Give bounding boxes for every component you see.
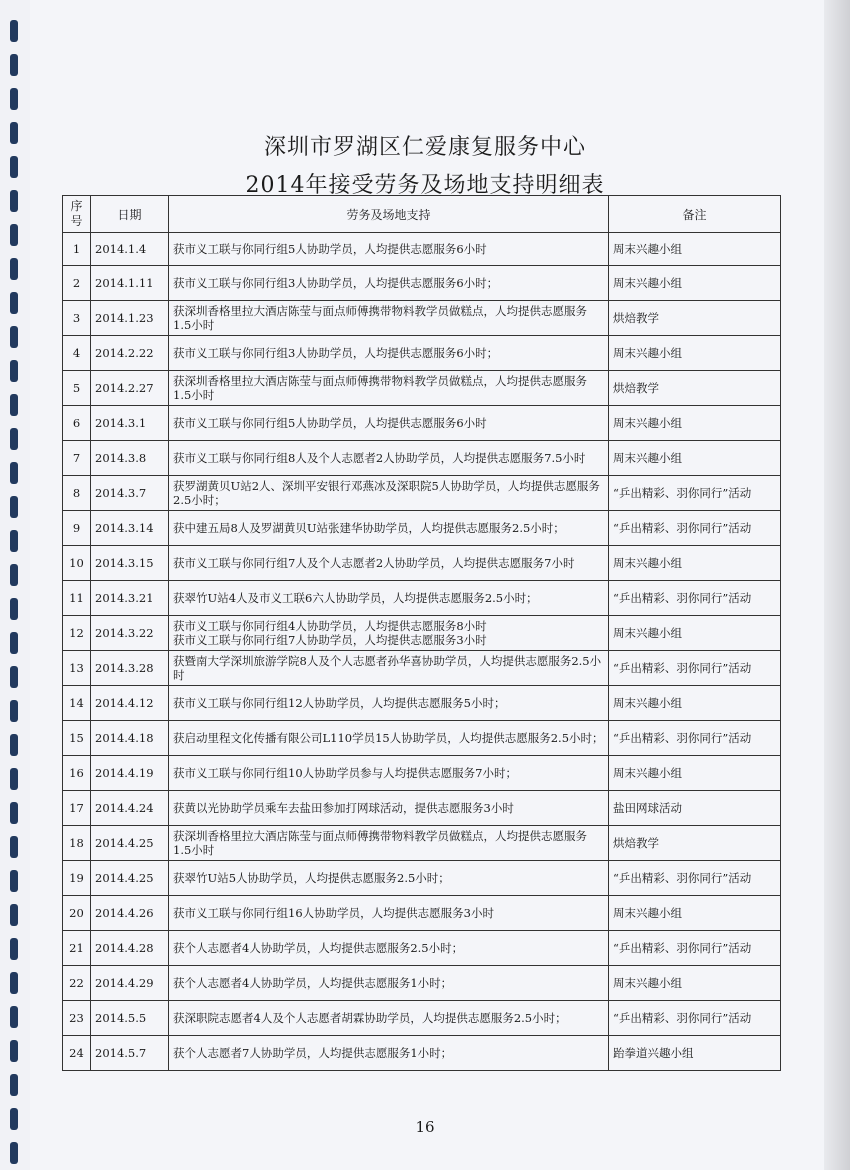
- binding-ring: [10, 360, 18, 382]
- table-row: [63, 861, 781, 896]
- table-row: [63, 651, 781, 686]
- binding-ring: [10, 394, 18, 416]
- header-content: 劳务及场地支持: [169, 196, 609, 233]
- table-row: [63, 266, 781, 301]
- header-note: 备注: [609, 196, 781, 233]
- binding-ring: [10, 1040, 18, 1062]
- binding-ring: [10, 1006, 18, 1028]
- row-note: 周末兴趣小组: [609, 896, 781, 931]
- binding-ring: [10, 904, 18, 926]
- document-title: 深圳市罗湖区仁爱康复服务中心: [263, 135, 586, 160]
- binding-ring: [10, 496, 18, 518]
- row-number: 5: [63, 371, 91, 406]
- table-row: [63, 616, 781, 651]
- row-date: 2014.4.25: [91, 861, 169, 896]
- header-no: 序 号: [63, 196, 91, 233]
- row-number: 15: [63, 721, 91, 756]
- row-date: 2014.4.18: [91, 721, 169, 756]
- row-number: 11: [63, 581, 91, 616]
- row-note: “乒出精彩、羽你同行”活动: [609, 476, 781, 511]
- row-number: 9: [63, 511, 91, 546]
- row-date: 2014.2.27: [91, 371, 169, 406]
- row-date: 2014.3.8: [91, 441, 169, 476]
- row-content: 获市义工联与你同行组4人协助学员，人均提供志愿服务8小时 获市义工联与你同行组7人协助学员，人均提供志愿服务3小时: [169, 616, 609, 651]
- row-content: 获暨南大学深圳旅游学院8人及个人志愿者孙华喜协助学员，人均提供志愿服务2.5小时: [169, 651, 609, 686]
- row-note: 周末兴趣小组: [609, 266, 781, 301]
- row-note: 跆拳道兴趣小组: [609, 1036, 781, 1071]
- row-note: “乒出精彩、羽你同行”活动: [609, 581, 781, 616]
- table-row: [63, 686, 781, 721]
- row-note: 周末兴趣小组: [609, 336, 781, 371]
- row-date: 2014.4.24: [91, 791, 169, 826]
- row-note: 周末兴趣小组: [609, 616, 781, 651]
- row-note: 周末兴趣小组: [609, 966, 781, 1001]
- row-content: 获市义工联与你同行组8人及个人志愿者2人协助学员，人均提供志愿服务7.5小时: [169, 441, 609, 476]
- row-content: 获深圳香格里拉大酒店陈莹与面点师傅携带物料教学员做糕点，人均提供志愿服务1.5小时: [169, 301, 609, 336]
- binding-ring: [10, 1142, 18, 1164]
- row-number: 14: [63, 686, 91, 721]
- binding-ring: [10, 88, 18, 110]
- row-number: 10: [63, 546, 91, 581]
- binding-ring: [10, 530, 18, 552]
- row-date: 2014.5.5: [91, 1001, 169, 1036]
- binding-ring: [10, 54, 18, 76]
- row-number: 18: [63, 826, 91, 861]
- row-number: 3: [63, 301, 91, 336]
- row-number: 19: [63, 861, 91, 896]
- row-content: 获翠竹U站5人协助学员，人均提供志愿服务2.5小时；: [169, 861, 609, 896]
- table-row: [63, 371, 781, 406]
- table-row: [63, 826, 781, 861]
- row-content: 获深圳香格里拉大酒店陈莹与面点师傅携带物料教学员做糕点，人均提供志愿服务1.5小时: [169, 371, 609, 406]
- row-content: 获个人志愿者4人协助学员，人均提供志愿服务2.5小时；: [169, 931, 609, 966]
- row-content: 获深圳香格里拉大酒店陈莹与面点师傅携带物料教学员做糕点，人均提供志愿服务1.5小时: [169, 826, 609, 861]
- row-note: “乒出精彩、羽你同行”活动: [609, 1001, 781, 1036]
- row-date: 2014.4.26: [91, 896, 169, 931]
- row-note: 周末兴趣小组: [609, 233, 781, 266]
- table-row: [63, 406, 781, 441]
- row-number: 6: [63, 406, 91, 441]
- row-content: 获市义工联与你同行组16人协助学员，人均提供志愿服务3小时: [169, 896, 609, 931]
- row-date: 2014.5.7: [91, 1036, 169, 1071]
- row-number: 8: [63, 476, 91, 511]
- row-number: 20: [63, 896, 91, 931]
- row-content: 获市义工联与你同行组12人协助学员，人均提供志愿服务5小时；: [169, 686, 609, 721]
- header-date: 日期: [91, 196, 169, 233]
- row-content: 获翠竹U站4人及市义工联6六人协助学员，人均提供志愿服务2.5小时；: [169, 581, 609, 616]
- row-number: 22: [63, 966, 91, 1001]
- row-number: 4: [63, 336, 91, 371]
- row-content: 获个人志愿者4人协助学员，人均提供志愿服务1小时；: [169, 966, 609, 1001]
- table-row: [63, 756, 781, 791]
- table-row: [63, 546, 781, 581]
- row-date: 2014.1.23: [91, 301, 169, 336]
- row-date: 2014.3.15: [91, 546, 169, 581]
- row-note: 烘焙教学: [609, 371, 781, 406]
- table-row: [63, 441, 781, 476]
- row-note: 周末兴趣小组: [609, 406, 781, 441]
- binding-ring: [10, 666, 18, 688]
- row-number: 17: [63, 791, 91, 826]
- binding-ring: [10, 734, 18, 756]
- table-row: [63, 791, 781, 826]
- row-content: 获市义工联与你同行组5人协助学员，人均提供志愿服务6小时: [169, 233, 609, 266]
- row-number: 23: [63, 1001, 91, 1036]
- binding-ring: [10, 938, 18, 960]
- row-content: 获中建五局8人及罗湖黄贝U站张建华协助学员，人均提供志愿服务2.5小时；: [169, 511, 609, 546]
- row-date: 2014.4.12: [91, 686, 169, 721]
- table-row: [63, 511, 781, 546]
- row-number: 16: [63, 756, 91, 791]
- support-table: [62, 195, 781, 1071]
- row-note: 烘焙教学: [609, 301, 781, 336]
- binding-ring: [10, 564, 18, 586]
- row-date: 2014.1.11: [91, 266, 169, 301]
- binding-ring: [10, 292, 18, 314]
- row-note: 周末兴趣小组: [609, 756, 781, 791]
- binding-ring: [10, 700, 18, 722]
- row-content: 获启动里程文化传播有限公司L110学员15人协助学员，人均提供志愿服务2.5小时；: [169, 721, 609, 756]
- table-row: [63, 301, 781, 336]
- row-content: 获市义工联与你同行组3人协助学员，人均提供志愿服务6小时；: [169, 336, 609, 371]
- table-row: [63, 1001, 781, 1036]
- document-subtitle: 2014年接受劳务及场地支持明细表: [245, 173, 605, 198]
- row-number: 2: [63, 266, 91, 301]
- row-date: 2014.4.29: [91, 966, 169, 1001]
- table-row: [63, 1036, 781, 1071]
- row-number: 21: [63, 931, 91, 966]
- row-number: 24: [63, 1036, 91, 1071]
- row-number: 12: [63, 616, 91, 651]
- table-row: [63, 233, 781, 266]
- binding-ring: [10, 802, 18, 824]
- row-content: 获黄以光协助学员乘车去盐田参加打网球活动，提供志愿服务3小时: [169, 791, 609, 826]
- binding-ring: [10, 972, 18, 994]
- row-content: 获深职院志愿者4人及个人志愿者胡霖协助学员，人均提供志愿服务2.5小时；: [169, 1001, 609, 1036]
- row-date: 2014.3.28: [91, 651, 169, 686]
- row-number: 7: [63, 441, 91, 476]
- table-row: [63, 336, 781, 371]
- page-number: 16: [415, 1118, 435, 1136]
- row-number: 1: [63, 233, 91, 266]
- table-row: [63, 721, 781, 756]
- row-content: 获个人志愿者7人协助学员，人均提供志愿服务1小时；: [169, 1036, 609, 1071]
- row-content: 获市义工联与你同行组5人协助学员，人均提供志愿服务6小时: [169, 406, 609, 441]
- row-date: 2014.3.14: [91, 511, 169, 546]
- row-note: “乒出精彩、羽你同行”活动: [609, 651, 781, 686]
- row-note: “乒出精彩、羽你同行”活动: [609, 721, 781, 756]
- table-row: [63, 931, 781, 966]
- row-date: 2014.2.22: [91, 336, 169, 371]
- row-note: “乒出精彩、羽你同行”活动: [609, 511, 781, 546]
- row-note: “乒出精彩、羽你同行”活动: [609, 861, 781, 896]
- row-note: 周末兴趣小组: [609, 546, 781, 581]
- binding-ring: [10, 428, 18, 450]
- row-content: 获罗湖黄贝U站2人、深圳平安银行邓燕冰及深职院5人协助学员，人均提供志愿服务2.5小时；: [169, 476, 609, 511]
- row-note: 盐田网球活动: [609, 791, 781, 826]
- row-date: 2014.3.7: [91, 476, 169, 511]
- binding-ring: [10, 20, 18, 42]
- row-date: 2014.3.21: [91, 581, 169, 616]
- binding-ring: [10, 326, 18, 348]
- binding-ring: [10, 598, 18, 620]
- binding-ring: [10, 258, 18, 280]
- row-content: 获市义工联与你同行组7人及个人志愿者2人协助学员，人均提供志愿服务7小时: [169, 546, 609, 581]
- table-row: [63, 581, 781, 616]
- row-number: 13: [63, 651, 91, 686]
- row-date: 2014.3.22: [91, 616, 169, 651]
- binding-ring: [10, 768, 18, 790]
- table-header-row: [63, 196, 781, 233]
- binding-ring: [10, 224, 18, 246]
- row-date: 2014.4.28: [91, 931, 169, 966]
- table-row: [63, 896, 781, 931]
- table-row: [63, 966, 781, 1001]
- binding-ring: [10, 836, 18, 858]
- row-content: 获市义工联与你同行组3人协助学员，人均提供志愿服务6小时；: [169, 266, 609, 301]
- row-note: “乒出精彩、羽你同行”活动: [609, 931, 781, 966]
- row-note: 周末兴趣小组: [609, 686, 781, 721]
- row-content: 获市义工联与你同行组10人协助学员参与人均提供志愿服务7小时；: [169, 756, 609, 791]
- binding-ring: [10, 462, 18, 484]
- row-date: 2014.4.19: [91, 756, 169, 791]
- row-date: 2014.1.4: [91, 233, 169, 266]
- row-date: 2014.3.1: [91, 406, 169, 441]
- table-row: [63, 476, 781, 511]
- row-date: 2014.4.25: [91, 826, 169, 861]
- binding-ring: [10, 870, 18, 892]
- row-note: 烘焙教学: [609, 826, 781, 861]
- binding-ring: [10, 632, 18, 654]
- binding-ring: [10, 1074, 18, 1096]
- row-note: 周末兴趣小组: [609, 441, 781, 476]
